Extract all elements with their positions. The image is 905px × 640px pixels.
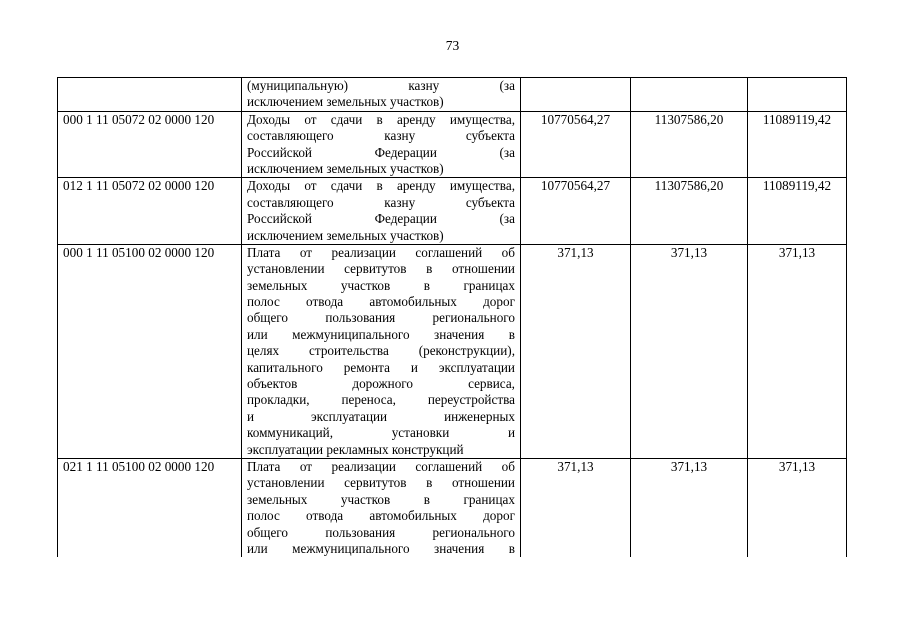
income-name-word: общего bbox=[247, 310, 288, 326]
income-name-cell bbox=[242, 244, 521, 458]
table-row bbox=[58, 458, 847, 557]
amount-year-3-cell: 11089119,42 bbox=[748, 178, 847, 245]
income-name-line: полос отвода автомобильных дорог bbox=[247, 294, 515, 310]
amount-year-2-cell: 11307586,20 bbox=[631, 111, 748, 178]
amount-year-2-cell: 371,13 bbox=[631, 244, 748, 458]
income-name-word: пользования bbox=[325, 310, 396, 326]
income-name-line: или межмуниципального значения в bbox=[247, 326, 515, 342]
income-name-cell bbox=[242, 78, 521, 112]
table-row bbox=[58, 111, 847, 178]
income-name-word: субъекта bbox=[465, 128, 515, 144]
income-name-line bbox=[247, 278, 515, 294]
table-row bbox=[58, 244, 847, 458]
income-name-line: Доходы от сдачи в аренду имущества, bbox=[247, 111, 515, 127]
income-name-line: или межмуниципального значения в bbox=[247, 540, 515, 556]
income-name-word: общего bbox=[247, 524, 288, 540]
budget-code-cell: 012 1 11 05072 02 0000 120 bbox=[58, 178, 242, 245]
page-number: 73 bbox=[445, 38, 460, 53]
income-name-line: капитального ремонта и эксплуатации bbox=[247, 359, 515, 375]
budget-code-cell: 000 1 11 05072 02 0000 120 bbox=[58, 111, 242, 178]
income-name-line bbox=[247, 525, 515, 541]
budget-code-cell bbox=[58, 78, 242, 112]
income-name-word: регионального bbox=[432, 310, 515, 326]
income-name-word: инженерных bbox=[444, 408, 515, 424]
income-name-word: коммуникаций, bbox=[247, 425, 334, 441]
income-name-line bbox=[247, 78, 515, 94]
income-name-line: Плата от реализации соглашений об bbox=[247, 458, 515, 474]
income-name-word: казну bbox=[408, 78, 440, 93]
income-name-word: и bbox=[507, 425, 515, 441]
income-name-word: (за bbox=[499, 144, 515, 160]
income-name-word: составляющего bbox=[247, 128, 334, 144]
amount-year-1-cell: 371,13 bbox=[521, 458, 631, 557]
income-name-line: исключением земельных участков) bbox=[247, 227, 444, 243]
income-name-word: земельных bbox=[247, 277, 308, 293]
amount-year-1-cell: 10770564,27 bbox=[521, 178, 631, 245]
amount-year-3-cell: 371,13 bbox=[748, 458, 847, 557]
income-name-line bbox=[247, 195, 515, 211]
income-name-line: исключением земельных участков) bbox=[247, 160, 444, 176]
income-name-cell bbox=[242, 178, 521, 245]
income-name-line: Доходы от сдачи в аренду имущества, bbox=[247, 178, 515, 194]
income-name-word: (за bbox=[499, 78, 515, 93]
table-row bbox=[58, 78, 847, 112]
income-name-word: субъекта bbox=[465, 194, 515, 210]
income-name-word: границах bbox=[463, 277, 515, 293]
income-name-line bbox=[247, 310, 515, 326]
income-name-word: (муниципальную) bbox=[247, 78, 349, 93]
income-name-line: эксплуатации рекламных конструкций bbox=[247, 441, 464, 457]
income-name-word: установки bbox=[391, 425, 450, 441]
amount-year-3-cell bbox=[748, 78, 847, 112]
amount-year-1-cell: 10770564,27 bbox=[521, 111, 631, 178]
table-row bbox=[58, 178, 847, 245]
income-name-word: дорожного bbox=[352, 376, 413, 392]
income-name-word: Российской bbox=[247, 144, 312, 160]
amount-year-3-cell: 371,13 bbox=[748, 244, 847, 458]
income-name-word: сервиса, bbox=[468, 376, 515, 392]
income-name-word: (за bbox=[499, 211, 515, 227]
income-name-line bbox=[247, 425, 515, 441]
income-name-word: эксплуатации bbox=[311, 408, 388, 424]
budget-code-cell: 000 1 11 05100 02 0000 120 bbox=[58, 244, 242, 458]
income-name-word: участков bbox=[340, 491, 391, 507]
budget-table-body bbox=[58, 78, 847, 558]
income-name-word: Федерации bbox=[374, 144, 437, 160]
income-name-line bbox=[247, 145, 515, 161]
amount-year-1-cell bbox=[521, 78, 631, 112]
income-name-line bbox=[247, 492, 515, 508]
income-name-word: объектов bbox=[247, 376, 298, 392]
amount-year-3-cell: 11089119,42 bbox=[748, 111, 847, 178]
amount-year-2-cell bbox=[631, 78, 748, 112]
income-name-line: исключением земельных участков) bbox=[247, 94, 444, 110]
income-name-word: и bbox=[247, 408, 255, 424]
income-name-word: казну bbox=[384, 128, 416, 144]
income-name-word: земельных bbox=[247, 491, 308, 507]
income-name-line bbox=[247, 128, 515, 144]
income-name-line: полос отвода автомобильных дорог bbox=[247, 508, 515, 524]
income-name-word: в bbox=[423, 277, 430, 293]
income-name-word: в bbox=[423, 491, 430, 507]
income-name-word: границах bbox=[463, 491, 515, 507]
income-name-word: регионального bbox=[432, 524, 515, 540]
income-name-word: составляющего bbox=[247, 194, 334, 210]
income-name-word: Федерации bbox=[374, 211, 437, 227]
budget-table bbox=[57, 77, 847, 557]
income-name-line bbox=[247, 376, 515, 392]
amount-year-1-cell: 371,13 bbox=[521, 244, 631, 458]
income-name-line: прокладки, переноса, переустройства bbox=[247, 392, 515, 408]
income-name-line: установлении сервитутов в отношении bbox=[247, 475, 515, 491]
income-name-line bbox=[247, 409, 515, 425]
income-name-line: целях строительства (реконструкции), bbox=[247, 343, 515, 359]
income-name-cell bbox=[242, 111, 521, 178]
income-name-word: Российской bbox=[247, 211, 312, 227]
income-name-word: казну bbox=[384, 194, 416, 210]
income-name-line: установлении сервитутов в отношении bbox=[247, 261, 515, 277]
amount-year-2-cell: 11307586,20 bbox=[631, 178, 748, 245]
budget-code-cell: 021 1 11 05100 02 0000 120 bbox=[58, 458, 242, 557]
income-name-word: участков bbox=[340, 277, 391, 293]
income-name-word: пользования bbox=[325, 524, 396, 540]
income-name-line bbox=[247, 211, 515, 227]
income-name-line: Плата от реализации соглашений об bbox=[247, 244, 515, 260]
amount-year-2-cell: 371,13 bbox=[631, 458, 748, 557]
income-name-cell bbox=[242, 458, 521, 557]
